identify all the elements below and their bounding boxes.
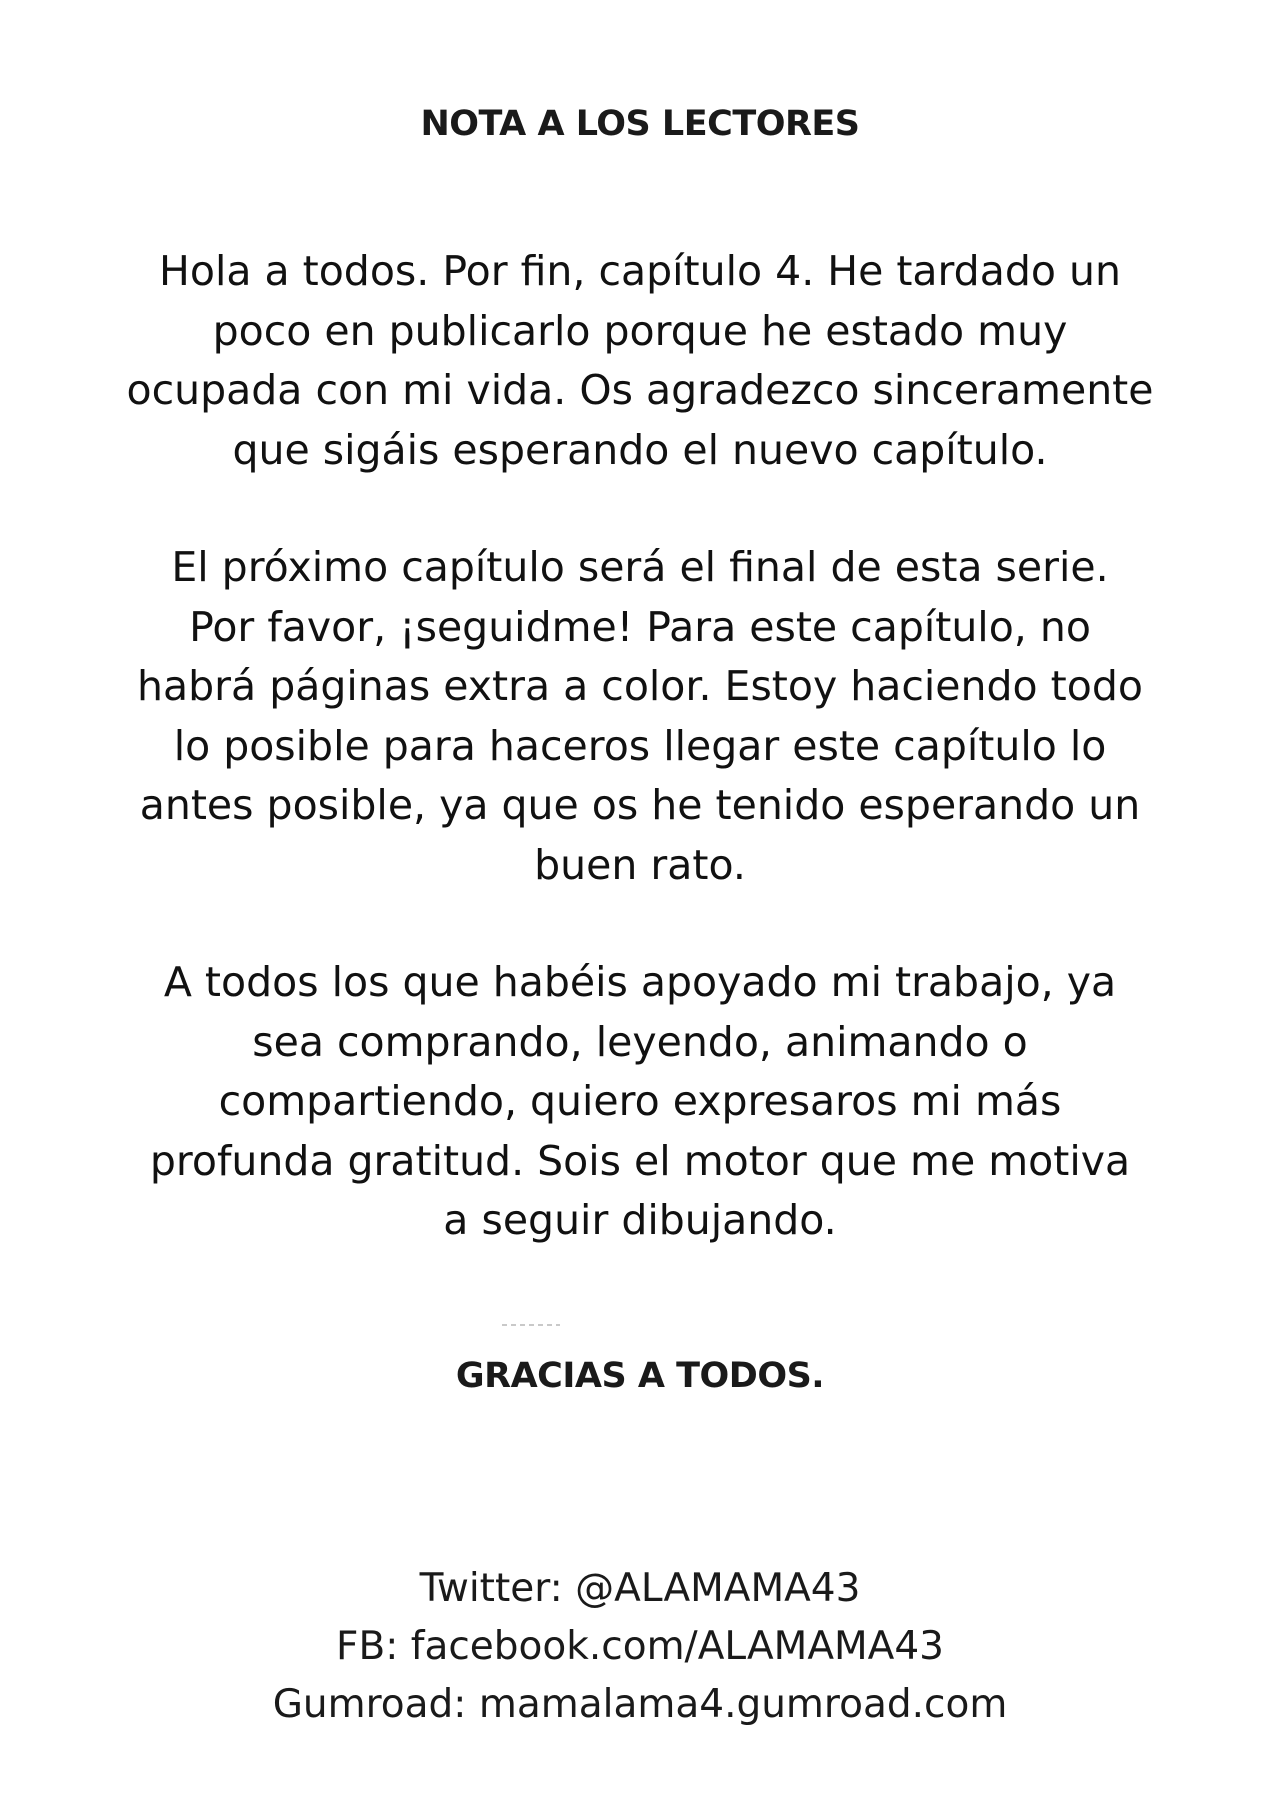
contact-list bbox=[0, 1560, 1280, 1734]
paragraph-line: poco en publicarlo porque he estado muy bbox=[212, 306, 1068, 355]
paragraph-next-chapter bbox=[100, 538, 1180, 895]
paragraph-line: antes posible, ya que os he tenido esperando un bbox=[139, 781, 1141, 829]
gumroad-link: Gumroad: mamalama4.gumroad.com bbox=[272, 1682, 1008, 1727]
paragraph-line: lo posible para haceros llegar este capítulo lo bbox=[173, 721, 1107, 770]
paragraph-gratitude bbox=[100, 953, 1180, 1251]
facebook-link: FB: facebook.com/ALAMAMA43 bbox=[336, 1624, 944, 1669]
closing-thanks: GRACIAS A TODOS. bbox=[455, 1356, 825, 1396]
paragraph-line: Por favor, ¡seguidme! Para este capítulo, no bbox=[189, 602, 1091, 651]
paragraph-line: buen rato. bbox=[534, 840, 746, 889]
paragraph-line: profunda gratitud. Sois el motor que me motiva bbox=[149, 1136, 1131, 1185]
paragraph-line: compartiendo, quiero expresaros mi más bbox=[218, 1077, 1062, 1125]
paragraph-line: El próximo capítulo será el final de esta serie. bbox=[171, 543, 1109, 591]
paragraph-line: habrá páginas extra a color. Estoy haciendo todo bbox=[137, 662, 1143, 710]
paragraph-line: ocupada con mi vida. Os agradezco sinceramente bbox=[126, 366, 1154, 414]
paragraph-line: que sigáis esperando el nuevo capítulo. bbox=[232, 425, 1048, 474]
paragraph-line: A todos los que habéis apoyado mi trabajo, ya bbox=[163, 958, 1117, 1006]
paragraph-line: sea comprando, leyendo, animando o bbox=[252, 1017, 1028, 1066]
twitter-handle: Twitter: @ALAMAMA43 bbox=[419, 1566, 861, 1611]
page-title: NOTA A LOS LECTORES bbox=[420, 104, 860, 144]
paragraph-line: a seguir dibujando. bbox=[443, 1196, 837, 1244]
scan-artifact bbox=[502, 1324, 560, 1326]
paragraph-line: Hola a todos. Por fin, capítulo 4. He tardado un bbox=[159, 247, 1121, 295]
paragraph-intro bbox=[100, 242, 1180, 480]
